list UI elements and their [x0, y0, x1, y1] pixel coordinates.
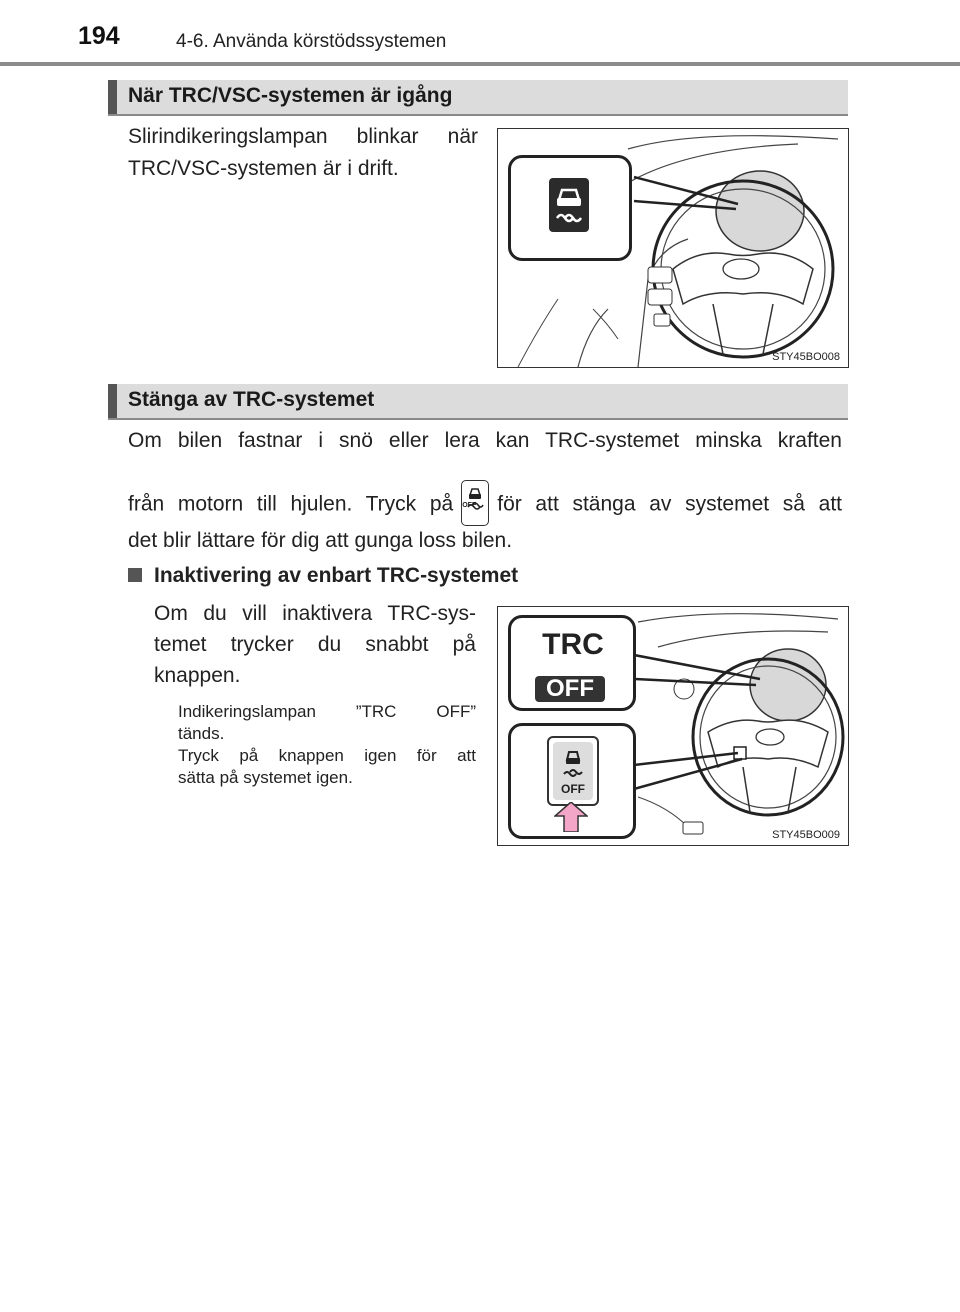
callout-slip-indicator: [508, 155, 632, 261]
text-line: Om du vill inaktivera TRC-sys-: [154, 602, 476, 625]
section-accent: [108, 80, 117, 114]
page-number: 194: [78, 22, 120, 50]
chapter-title: 4-6. Använda körstödssystemen: [176, 31, 447, 52]
figure-code: STY45BO008: [772, 351, 840, 363]
text-line: Om bilen fastnar i snö eller lera kan TRC-systemet minska kraften: [128, 429, 842, 452]
callout-trc-off-indicator: [508, 615, 636, 711]
text-line: Slirindikeringslampan blinkar när: [128, 125, 478, 148]
slip-car-icon: [553, 744, 593, 784]
button-face: [553, 742, 593, 800]
section2-paragraph-line3: [128, 526, 842, 556]
section-heading-label: Stänga av TRC-systemet: [128, 388, 375, 411]
section2-paragraph-line2: [128, 482, 842, 528]
section-heading-label: När TRC/VSC-systemen är igång: [128, 84, 453, 107]
figure-dashboard-trc-off: [497, 606, 849, 846]
text-line: temet trycker du snabbt på: [154, 633, 476, 656]
button-off-label: OFF: [561, 782, 585, 796]
section1-text: [128, 121, 478, 185]
text-line: från motorn till hjulen. Tryck på: [128, 492, 454, 516]
note-text: [178, 701, 476, 789]
text-line: det blir lättare för dig att gunga loss bilen.: [128, 529, 513, 552]
slip-indicator-icon: [549, 178, 589, 232]
text-line: TRC/VSC-systemen är i drift.: [128, 157, 399, 180]
section-accent: [108, 384, 117, 418]
section2-paragraph-line1: [128, 426, 842, 456]
section-heading-trc-off: [108, 384, 848, 420]
inline-button-off-label: OFF: [462, 502, 477, 509]
subsection-text: [154, 598, 476, 691]
trc-label: TRC: [542, 628, 604, 661]
press-arrow-icon: [554, 802, 588, 832]
callout-vsc-off-button: [508, 723, 636, 839]
figure-dashboard-slip-indicator: [497, 128, 849, 368]
note-line: tänds.: [178, 724, 225, 743]
figure-code: STY45BO009: [772, 829, 840, 841]
text-line: knappen.: [154, 664, 241, 687]
text-line: för att stänga av systemet så att: [497, 492, 843, 516]
note-line: Indikeringslampan ”TRC OFF”: [178, 702, 476, 721]
note-line: sätta på systemet igen.: [178, 768, 353, 787]
note-line: Tryck på knappen igen för att: [178, 746, 476, 765]
header-rule: [0, 62, 960, 66]
vsc-off-button: [547, 736, 599, 806]
vsc-off-button-icon: [461, 480, 489, 526]
section-heading-trc-vsc-active: [108, 80, 848, 116]
subheading-label: Inaktivering av enbart TRC-systemet: [154, 564, 519, 587]
trc-off-label: OFF: [535, 676, 605, 702]
subheading-trc-only: [128, 564, 518, 588]
square-bullet-icon: [128, 568, 142, 582]
